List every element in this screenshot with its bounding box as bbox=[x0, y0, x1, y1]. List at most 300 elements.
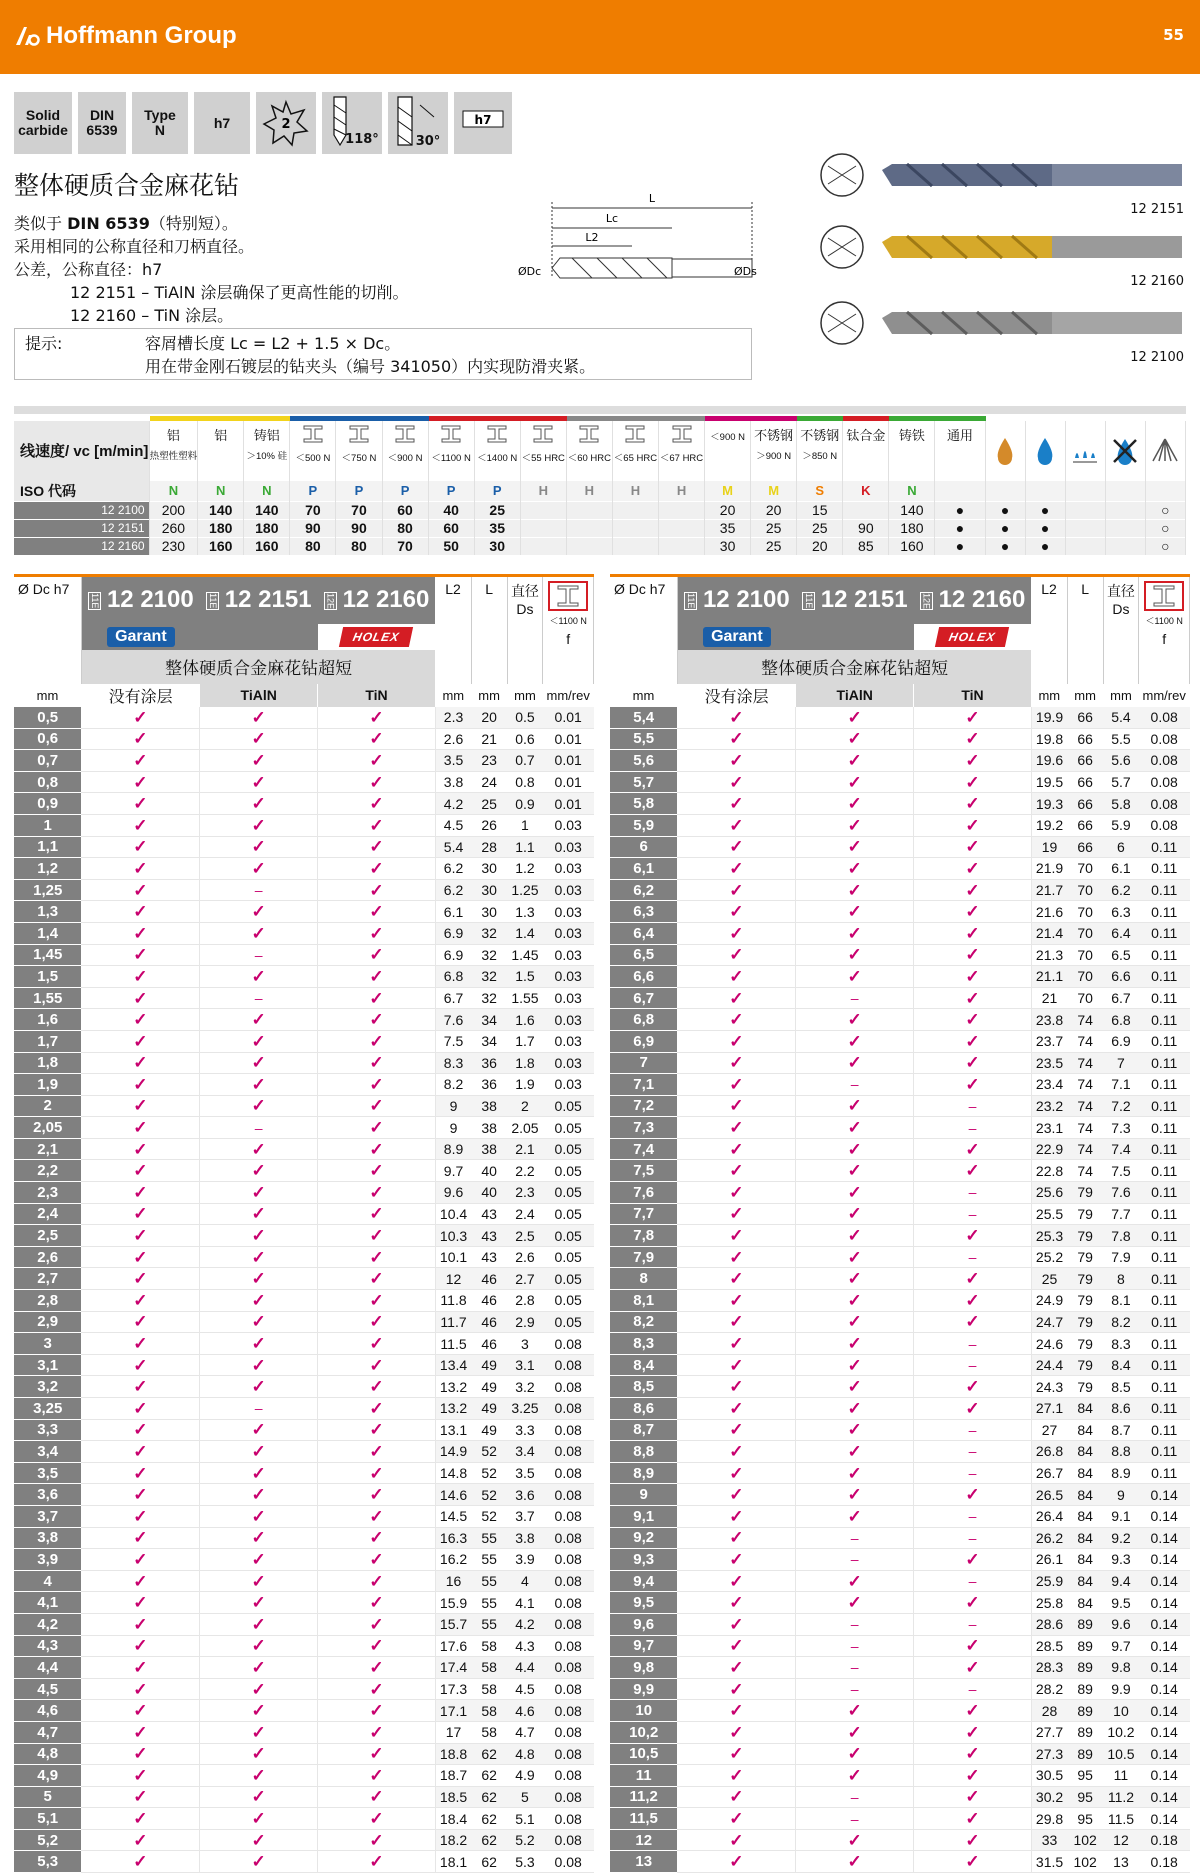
available-check-icon[interactable]: ✓ bbox=[914, 944, 1032, 966]
available-check-icon[interactable]: ✓ bbox=[318, 1138, 436, 1160]
available-check-icon[interactable]: ✓ bbox=[318, 966, 436, 988]
available-check-icon[interactable]: ✓ bbox=[81, 901, 199, 923]
available-check-icon[interactable]: ✓ bbox=[318, 1570, 436, 1592]
not-available-dash[interactable]: – bbox=[200, 944, 318, 966]
available-check-icon[interactable]: ✓ bbox=[318, 1203, 436, 1225]
available-check-icon[interactable]: ✓ bbox=[200, 1549, 318, 1571]
available-check-icon[interactable]: ✓ bbox=[914, 1009, 1032, 1031]
available-check-icon[interactable]: ✓ bbox=[796, 1095, 914, 1117]
available-check-icon[interactable]: ✓ bbox=[914, 707, 1032, 729]
available-check-icon[interactable]: ✓ bbox=[81, 966, 199, 988]
not-available-dash[interactable]: – bbox=[796, 1786, 914, 1808]
available-check-icon[interactable]: ✓ bbox=[318, 1657, 436, 1679]
not-available-dash[interactable]: – bbox=[914, 1095, 1032, 1117]
available-check-icon[interactable]: ✓ bbox=[200, 1290, 318, 1312]
available-check-icon[interactable]: ✓ bbox=[677, 1613, 795, 1635]
available-check-icon[interactable]: ✓ bbox=[914, 1138, 1032, 1160]
available-check-icon[interactable]: ✓ bbox=[318, 1549, 436, 1571]
available-check-icon[interactable]: ✓ bbox=[677, 1311, 795, 1333]
available-check-icon[interactable]: ✓ bbox=[677, 707, 795, 729]
available-check-icon[interactable]: ✓ bbox=[677, 1743, 795, 1765]
available-check-icon[interactable]: ✓ bbox=[796, 1290, 914, 1312]
not-available-dash[interactable]: – bbox=[200, 879, 318, 901]
available-check-icon[interactable]: ✓ bbox=[318, 814, 436, 836]
available-check-icon[interactable]: ✓ bbox=[914, 771, 1032, 793]
available-check-icon[interactable]: ✓ bbox=[81, 879, 199, 901]
available-check-icon[interactable]: ✓ bbox=[318, 1182, 436, 1204]
available-check-icon[interactable]: ✓ bbox=[914, 1635, 1032, 1657]
available-check-icon[interactable]: ✓ bbox=[677, 987, 795, 1009]
available-check-icon[interactable]: ✓ bbox=[318, 707, 436, 729]
available-check-icon[interactable]: ✓ bbox=[200, 1657, 318, 1679]
not-available-dash[interactable]: – bbox=[200, 1398, 318, 1420]
available-check-icon[interactable]: ✓ bbox=[318, 901, 436, 923]
not-available-dash[interactable]: – bbox=[914, 1613, 1032, 1635]
available-check-icon[interactable]: ✓ bbox=[914, 901, 1032, 923]
available-check-icon[interactable]: ✓ bbox=[318, 1246, 436, 1268]
available-check-icon[interactable]: ✓ bbox=[796, 944, 914, 966]
available-check-icon[interactable]: ✓ bbox=[81, 1225, 199, 1247]
available-check-icon[interactable]: ✓ bbox=[81, 1095, 199, 1117]
available-check-icon[interactable]: ✓ bbox=[677, 1225, 795, 1247]
available-check-icon[interactable]: ✓ bbox=[200, 1009, 318, 1031]
available-check-icon[interactable]: ✓ bbox=[318, 1160, 436, 1182]
available-check-icon[interactable]: ✓ bbox=[81, 793, 199, 815]
available-check-icon[interactable]: ✓ bbox=[914, 793, 1032, 815]
available-check-icon[interactable]: ✓ bbox=[796, 1505, 914, 1527]
not-available-dash[interactable]: – bbox=[914, 1570, 1032, 1592]
available-check-icon[interactable]: ✓ bbox=[200, 1635, 318, 1657]
available-check-icon[interactable]: ✓ bbox=[677, 879, 795, 901]
available-check-icon[interactable]: ✓ bbox=[200, 728, 318, 750]
available-check-icon[interactable]: ✓ bbox=[914, 1549, 1032, 1571]
available-check-icon[interactable]: ✓ bbox=[796, 1203, 914, 1225]
available-check-icon[interactable]: ✓ bbox=[81, 1570, 199, 1592]
available-check-icon[interactable]: ✓ bbox=[914, 728, 1032, 750]
available-check-icon[interactable]: ✓ bbox=[200, 1765, 318, 1787]
available-check-icon[interactable]: ✓ bbox=[677, 1398, 795, 1420]
available-check-icon[interactable]: ✓ bbox=[318, 1398, 436, 1420]
available-check-icon[interactable]: ✓ bbox=[677, 901, 795, 923]
available-check-icon[interactable]: ✓ bbox=[914, 836, 1032, 858]
available-check-icon[interactable]: ✓ bbox=[200, 750, 318, 772]
available-check-icon[interactable]: ✓ bbox=[796, 707, 914, 729]
available-check-icon[interactable]: ✓ bbox=[796, 1441, 914, 1463]
available-check-icon[interactable]: ✓ bbox=[200, 1527, 318, 1549]
available-check-icon[interactable]: ✓ bbox=[200, 1160, 318, 1182]
available-check-icon[interactable]: ✓ bbox=[81, 1613, 199, 1635]
available-check-icon[interactable]: ✓ bbox=[796, 858, 914, 880]
available-check-icon[interactable]: ✓ bbox=[796, 1052, 914, 1074]
available-check-icon[interactable]: ✓ bbox=[200, 1246, 318, 1268]
available-check-icon[interactable]: ✓ bbox=[318, 1765, 436, 1787]
available-check-icon[interactable]: ✓ bbox=[914, 1808, 1032, 1830]
available-check-icon[interactable]: ✓ bbox=[914, 1592, 1032, 1614]
available-check-icon[interactable]: ✓ bbox=[677, 1635, 795, 1657]
available-check-icon[interactable]: ✓ bbox=[318, 1441, 436, 1463]
available-check-icon[interactable]: ✓ bbox=[200, 1268, 318, 1290]
available-check-icon[interactable]: ✓ bbox=[318, 1613, 436, 1635]
available-check-icon[interactable]: ✓ bbox=[81, 1462, 199, 1484]
available-check-icon[interactable]: ✓ bbox=[200, 1225, 318, 1247]
available-check-icon[interactable]: ✓ bbox=[200, 1505, 318, 1527]
not-available-dash[interactable]: – bbox=[914, 1462, 1032, 1484]
available-check-icon[interactable]: ✓ bbox=[677, 1074, 795, 1096]
available-check-icon[interactable]: ✓ bbox=[677, 814, 795, 836]
available-check-icon[interactable]: ✓ bbox=[200, 771, 318, 793]
available-check-icon[interactable]: ✓ bbox=[677, 1030, 795, 1052]
available-check-icon[interactable]: ✓ bbox=[200, 922, 318, 944]
available-check-icon[interactable]: ✓ bbox=[200, 858, 318, 880]
available-check-icon[interactable]: ✓ bbox=[796, 879, 914, 901]
available-check-icon[interactable]: ✓ bbox=[200, 1808, 318, 1830]
available-check-icon[interactable]: ✓ bbox=[81, 750, 199, 772]
available-check-icon[interactable]: ✓ bbox=[914, 1160, 1032, 1182]
available-check-icon[interactable]: ✓ bbox=[796, 1268, 914, 1290]
not-available-dash[interactable]: – bbox=[796, 1613, 914, 1635]
available-check-icon[interactable]: ✓ bbox=[81, 1808, 199, 1830]
available-check-icon[interactable]: ✓ bbox=[677, 771, 795, 793]
available-check-icon[interactable]: ✓ bbox=[81, 1765, 199, 1787]
available-check-icon[interactable]: ✓ bbox=[81, 1505, 199, 1527]
available-check-icon[interactable]: ✓ bbox=[914, 1268, 1032, 1290]
available-check-icon[interactable]: ✓ bbox=[81, 836, 199, 858]
available-check-icon[interactable]: ✓ bbox=[796, 1462, 914, 1484]
available-check-icon[interactable]: ✓ bbox=[318, 858, 436, 880]
available-check-icon[interactable]: ✓ bbox=[914, 1398, 1032, 1420]
not-available-dash[interactable]: – bbox=[796, 987, 914, 1009]
available-check-icon[interactable]: ✓ bbox=[81, 1657, 199, 1679]
available-check-icon[interactable]: ✓ bbox=[677, 1052, 795, 1074]
available-check-icon[interactable]: ✓ bbox=[318, 750, 436, 772]
available-check-icon[interactable]: ✓ bbox=[81, 1786, 199, 1808]
not-available-dash[interactable]: – bbox=[914, 1333, 1032, 1355]
available-check-icon[interactable]: ✓ bbox=[200, 1851, 318, 1873]
not-available-dash[interactable]: – bbox=[796, 1678, 914, 1700]
available-check-icon[interactable]: ✓ bbox=[81, 1182, 199, 1204]
available-check-icon[interactable]: ✓ bbox=[796, 1592, 914, 1614]
not-available-dash[interactable]: – bbox=[796, 1635, 914, 1657]
available-check-icon[interactable]: ✓ bbox=[81, 1527, 199, 1549]
available-check-icon[interactable]: ✓ bbox=[318, 1527, 436, 1549]
available-check-icon[interactable]: ✓ bbox=[796, 1765, 914, 1787]
available-check-icon[interactable]: ✓ bbox=[318, 1419, 436, 1441]
available-check-icon[interactable]: ✓ bbox=[318, 1290, 436, 1312]
available-check-icon[interactable]: ✓ bbox=[200, 1829, 318, 1851]
available-check-icon[interactable]: ✓ bbox=[914, 1225, 1032, 1247]
available-check-icon[interactable]: ✓ bbox=[81, 1743, 199, 1765]
available-check-icon[interactable]: ✓ bbox=[318, 1311, 436, 1333]
available-check-icon[interactable]: ✓ bbox=[200, 1030, 318, 1052]
available-check-icon[interactable]: ✓ bbox=[200, 1203, 318, 1225]
available-check-icon[interactable]: ✓ bbox=[677, 1009, 795, 1031]
available-check-icon[interactable]: ✓ bbox=[914, 987, 1032, 1009]
available-check-icon[interactable]: ✓ bbox=[318, 879, 436, 901]
available-check-icon[interactable]: ✓ bbox=[677, 1505, 795, 1527]
available-check-icon[interactable]: ✓ bbox=[200, 1376, 318, 1398]
available-check-icon[interactable]: ✓ bbox=[318, 1268, 436, 1290]
available-check-icon[interactable]: ✓ bbox=[677, 1246, 795, 1268]
available-check-icon[interactable]: ✓ bbox=[796, 1311, 914, 1333]
available-check-icon[interactable]: ✓ bbox=[914, 1829, 1032, 1851]
available-check-icon[interactable]: ✓ bbox=[677, 1203, 795, 1225]
available-check-icon[interactable]: ✓ bbox=[796, 1182, 914, 1204]
available-check-icon[interactable]: ✓ bbox=[318, 1117, 436, 1139]
available-check-icon[interactable]: ✓ bbox=[81, 1138, 199, 1160]
not-available-dash[interactable]: – bbox=[914, 1527, 1032, 1549]
available-check-icon[interactable]: ✓ bbox=[796, 1743, 914, 1765]
available-check-icon[interactable]: ✓ bbox=[677, 1095, 795, 1117]
available-check-icon[interactable]: ✓ bbox=[796, 1225, 914, 1247]
available-check-icon[interactable]: ✓ bbox=[81, 987, 199, 1009]
available-check-icon[interactable]: ✓ bbox=[677, 1851, 795, 1873]
available-check-icon[interactable]: ✓ bbox=[914, 1765, 1032, 1787]
available-check-icon[interactable]: ✓ bbox=[796, 1398, 914, 1420]
available-check-icon[interactable]: ✓ bbox=[200, 1786, 318, 1808]
available-check-icon[interactable]: ✓ bbox=[318, 1829, 436, 1851]
available-check-icon[interactable]: ✓ bbox=[81, 1851, 199, 1873]
available-check-icon[interactable]: ✓ bbox=[318, 771, 436, 793]
available-check-icon[interactable]: ✓ bbox=[318, 1009, 436, 1031]
available-check-icon[interactable]: ✓ bbox=[81, 814, 199, 836]
available-check-icon[interactable]: ✓ bbox=[677, 1678, 795, 1700]
available-check-icon[interactable]: ✓ bbox=[677, 1549, 795, 1571]
available-check-icon[interactable]: ✓ bbox=[200, 1743, 318, 1765]
available-check-icon[interactable]: ✓ bbox=[796, 1160, 914, 1182]
available-check-icon[interactable]: ✓ bbox=[81, 1311, 199, 1333]
available-check-icon[interactable]: ✓ bbox=[796, 836, 914, 858]
available-check-icon[interactable]: ✓ bbox=[677, 1117, 795, 1139]
available-check-icon[interactable]: ✓ bbox=[200, 1678, 318, 1700]
available-check-icon[interactable]: ✓ bbox=[81, 1635, 199, 1657]
available-check-icon[interactable]: ✓ bbox=[200, 836, 318, 858]
available-check-icon[interactable]: ✓ bbox=[914, 922, 1032, 944]
available-check-icon[interactable]: ✓ bbox=[796, 1030, 914, 1052]
available-check-icon[interactable]: ✓ bbox=[914, 1290, 1032, 1312]
available-check-icon[interactable]: ✓ bbox=[81, 771, 199, 793]
available-check-icon[interactable]: ✓ bbox=[318, 922, 436, 944]
available-check-icon[interactable]: ✓ bbox=[677, 1138, 795, 1160]
available-check-icon[interactable]: ✓ bbox=[81, 1549, 199, 1571]
available-check-icon[interactable]: ✓ bbox=[677, 1441, 795, 1463]
available-check-icon[interactable]: ✓ bbox=[318, 1030, 436, 1052]
available-check-icon[interactable]: ✓ bbox=[677, 858, 795, 880]
available-check-icon[interactable]: ✓ bbox=[81, 1074, 199, 1096]
not-available-dash[interactable]: – bbox=[914, 1441, 1032, 1463]
available-check-icon[interactable]: ✓ bbox=[81, 728, 199, 750]
not-available-dash[interactable]: – bbox=[796, 1657, 914, 1679]
available-check-icon[interactable]: ✓ bbox=[796, 814, 914, 836]
available-check-icon[interactable]: ✓ bbox=[677, 1570, 795, 1592]
available-check-icon[interactable]: ✓ bbox=[200, 1354, 318, 1376]
available-check-icon[interactable]: ✓ bbox=[677, 1333, 795, 1355]
available-check-icon[interactable]: ✓ bbox=[200, 1052, 318, 1074]
available-check-icon[interactable]: ✓ bbox=[677, 922, 795, 944]
not-available-dash[interactable]: – bbox=[914, 1117, 1032, 1139]
available-check-icon[interactable]: ✓ bbox=[200, 1311, 318, 1333]
available-check-icon[interactable]: ✓ bbox=[796, 1721, 914, 1743]
available-check-icon[interactable]: ✓ bbox=[318, 1095, 436, 1117]
available-check-icon[interactable]: ✓ bbox=[318, 836, 436, 858]
available-check-icon[interactable]: ✓ bbox=[81, 1721, 199, 1743]
not-available-dash[interactable]: – bbox=[796, 1549, 914, 1571]
available-check-icon[interactable]: ✓ bbox=[81, 1030, 199, 1052]
not-available-dash[interactable]: – bbox=[200, 987, 318, 1009]
available-check-icon[interactable]: ✓ bbox=[81, 1441, 199, 1463]
available-check-icon[interactable]: ✓ bbox=[677, 728, 795, 750]
available-check-icon[interactable]: ✓ bbox=[81, 1376, 199, 1398]
available-check-icon[interactable]: ✓ bbox=[914, 1851, 1032, 1873]
available-check-icon[interactable]: ✓ bbox=[81, 1268, 199, 1290]
available-check-icon[interactable]: ✓ bbox=[677, 1182, 795, 1204]
available-check-icon[interactable]: ✓ bbox=[677, 1657, 795, 1679]
available-check-icon[interactable]: ✓ bbox=[796, 1009, 914, 1031]
available-check-icon[interactable]: ✓ bbox=[318, 1052, 436, 1074]
available-check-icon[interactable]: ✓ bbox=[796, 1333, 914, 1355]
available-check-icon[interactable]: ✓ bbox=[677, 836, 795, 858]
available-check-icon[interactable]: ✓ bbox=[200, 1182, 318, 1204]
available-check-icon[interactable]: ✓ bbox=[914, 1743, 1032, 1765]
available-check-icon[interactable]: ✓ bbox=[318, 1635, 436, 1657]
available-check-icon[interactable]: ✓ bbox=[81, 1052, 199, 1074]
available-check-icon[interactable]: ✓ bbox=[677, 1160, 795, 1182]
available-check-icon[interactable]: ✓ bbox=[914, 966, 1032, 988]
available-check-icon[interactable]: ✓ bbox=[677, 1376, 795, 1398]
available-check-icon[interactable]: ✓ bbox=[796, 1419, 914, 1441]
available-check-icon[interactable]: ✓ bbox=[318, 1225, 436, 1247]
available-check-icon[interactable]: ✓ bbox=[677, 1462, 795, 1484]
available-check-icon[interactable]: ✓ bbox=[81, 922, 199, 944]
available-check-icon[interactable]: ✓ bbox=[796, 1829, 914, 1851]
not-available-dash[interactable]: – bbox=[914, 1354, 1032, 1376]
available-check-icon[interactable]: ✓ bbox=[318, 1376, 436, 1398]
available-check-icon[interactable]: ✓ bbox=[677, 750, 795, 772]
available-check-icon[interactable]: ✓ bbox=[677, 1290, 795, 1312]
not-available-dash[interactable]: – bbox=[796, 1808, 914, 1830]
available-check-icon[interactable]: ✓ bbox=[677, 1721, 795, 1743]
available-check-icon[interactable]: ✓ bbox=[914, 1484, 1032, 1506]
available-check-icon[interactable]: ✓ bbox=[677, 1765, 795, 1787]
not-available-dash[interactable]: – bbox=[796, 1527, 914, 1549]
available-check-icon[interactable]: ✓ bbox=[81, 1700, 199, 1722]
available-check-icon[interactable]: ✓ bbox=[914, 1030, 1032, 1052]
not-available-dash[interactable]: – bbox=[914, 1419, 1032, 1441]
available-check-icon[interactable]: ✓ bbox=[81, 1484, 199, 1506]
available-check-icon[interactable]: ✓ bbox=[914, 750, 1032, 772]
available-check-icon[interactable]: ✓ bbox=[677, 1808, 795, 1830]
not-available-dash[interactable]: – bbox=[200, 1117, 318, 1139]
available-check-icon[interactable]: ✓ bbox=[677, 1354, 795, 1376]
not-available-dash[interactable]: – bbox=[914, 1246, 1032, 1268]
available-check-icon[interactable]: ✓ bbox=[200, 1721, 318, 1743]
available-check-icon[interactable]: ✓ bbox=[677, 966, 795, 988]
available-check-icon[interactable]: ✓ bbox=[677, 1829, 795, 1851]
available-check-icon[interactable]: ✓ bbox=[796, 966, 914, 988]
available-check-icon[interactable]: ✓ bbox=[914, 1786, 1032, 1808]
available-check-icon[interactable]: ✓ bbox=[81, 1246, 199, 1268]
available-check-icon[interactable]: ✓ bbox=[677, 1592, 795, 1614]
not-available-dash[interactable]: – bbox=[914, 1505, 1032, 1527]
available-check-icon[interactable]: ✓ bbox=[796, 1484, 914, 1506]
available-check-icon[interactable]: ✓ bbox=[200, 707, 318, 729]
available-check-icon[interactable]: ✓ bbox=[318, 1721, 436, 1743]
available-check-icon[interactable]: ✓ bbox=[677, 1484, 795, 1506]
available-check-icon[interactable]: ✓ bbox=[914, 1074, 1032, 1096]
available-check-icon[interactable]: ✓ bbox=[200, 1441, 318, 1463]
available-check-icon[interactable]: ✓ bbox=[796, 922, 914, 944]
available-check-icon[interactable]: ✓ bbox=[200, 1419, 318, 1441]
available-check-icon[interactable]: ✓ bbox=[677, 1527, 795, 1549]
available-check-icon[interactable]: ✓ bbox=[200, 793, 318, 815]
not-available-dash[interactable]: – bbox=[796, 1074, 914, 1096]
available-check-icon[interactable]: ✓ bbox=[796, 1570, 914, 1592]
available-check-icon[interactable]: ✓ bbox=[81, 1117, 199, 1139]
available-check-icon[interactable]: ✓ bbox=[318, 793, 436, 815]
available-check-icon[interactable]: ✓ bbox=[796, 1376, 914, 1398]
available-check-icon[interactable]: ✓ bbox=[318, 1786, 436, 1808]
available-check-icon[interactable]: ✓ bbox=[318, 1333, 436, 1355]
available-check-icon[interactable]: ✓ bbox=[796, 1700, 914, 1722]
available-check-icon[interactable]: ✓ bbox=[677, 1268, 795, 1290]
available-check-icon[interactable]: ✓ bbox=[796, 1246, 914, 1268]
available-check-icon[interactable]: ✓ bbox=[796, 793, 914, 815]
brand-logo[interactable] bbox=[14, 22, 237, 50]
available-check-icon[interactable]: ✓ bbox=[796, 1138, 914, 1160]
available-check-icon[interactable]: ✓ bbox=[318, 1808, 436, 1830]
available-check-icon[interactable]: ✓ bbox=[318, 944, 436, 966]
available-check-icon[interactable]: ✓ bbox=[914, 1052, 1032, 1074]
available-check-icon[interactable]: ✓ bbox=[200, 1333, 318, 1355]
available-check-icon[interactable]: ✓ bbox=[914, 1376, 1032, 1398]
available-check-icon[interactable]: ✓ bbox=[796, 1117, 914, 1139]
available-check-icon[interactable]: ✓ bbox=[200, 1570, 318, 1592]
available-check-icon[interactable]: ✓ bbox=[81, 1592, 199, 1614]
available-check-icon[interactable]: ✓ bbox=[677, 1786, 795, 1808]
available-check-icon[interactable]: ✓ bbox=[914, 1700, 1032, 1722]
available-check-icon[interactable]: ✓ bbox=[914, 879, 1032, 901]
available-check-icon[interactable]: ✓ bbox=[796, 901, 914, 923]
available-check-icon[interactable]: ✓ bbox=[677, 1419, 795, 1441]
available-check-icon[interactable]: ✓ bbox=[796, 771, 914, 793]
available-check-icon[interactable]: ✓ bbox=[914, 858, 1032, 880]
available-check-icon[interactable]: ✓ bbox=[200, 1592, 318, 1614]
available-check-icon[interactable]: ✓ bbox=[200, 966, 318, 988]
available-check-icon[interactable]: ✓ bbox=[200, 1700, 318, 1722]
available-check-icon[interactable]: ✓ bbox=[81, 1678, 199, 1700]
available-check-icon[interactable]: ✓ bbox=[81, 1398, 199, 1420]
available-check-icon[interactable]: ✓ bbox=[81, 1354, 199, 1376]
available-check-icon[interactable]: ✓ bbox=[81, 1419, 199, 1441]
available-check-icon[interactable]: ✓ bbox=[318, 987, 436, 1009]
available-check-icon[interactable]: ✓ bbox=[200, 1138, 318, 1160]
available-check-icon[interactable]: ✓ bbox=[200, 1613, 318, 1635]
available-check-icon[interactable]: ✓ bbox=[200, 1095, 318, 1117]
available-check-icon[interactable]: ✓ bbox=[796, 1851, 914, 1873]
available-check-icon[interactable]: ✓ bbox=[200, 814, 318, 836]
available-check-icon[interactable]: ✓ bbox=[318, 1505, 436, 1527]
available-check-icon[interactable]: ✓ bbox=[796, 728, 914, 750]
available-check-icon[interactable]: ✓ bbox=[81, 1160, 199, 1182]
available-check-icon[interactable]: ✓ bbox=[318, 1462, 436, 1484]
available-check-icon[interactable]: ✓ bbox=[318, 728, 436, 750]
available-check-icon[interactable]: ✓ bbox=[677, 793, 795, 815]
available-check-icon[interactable]: ✓ bbox=[318, 1354, 436, 1376]
available-check-icon[interactable]: ✓ bbox=[200, 1074, 318, 1096]
available-check-icon[interactable]: ✓ bbox=[81, 944, 199, 966]
available-check-icon[interactable]: ✓ bbox=[796, 750, 914, 772]
available-check-icon[interactable]: ✓ bbox=[318, 1700, 436, 1722]
not-available-dash[interactable]: – bbox=[914, 1182, 1032, 1204]
